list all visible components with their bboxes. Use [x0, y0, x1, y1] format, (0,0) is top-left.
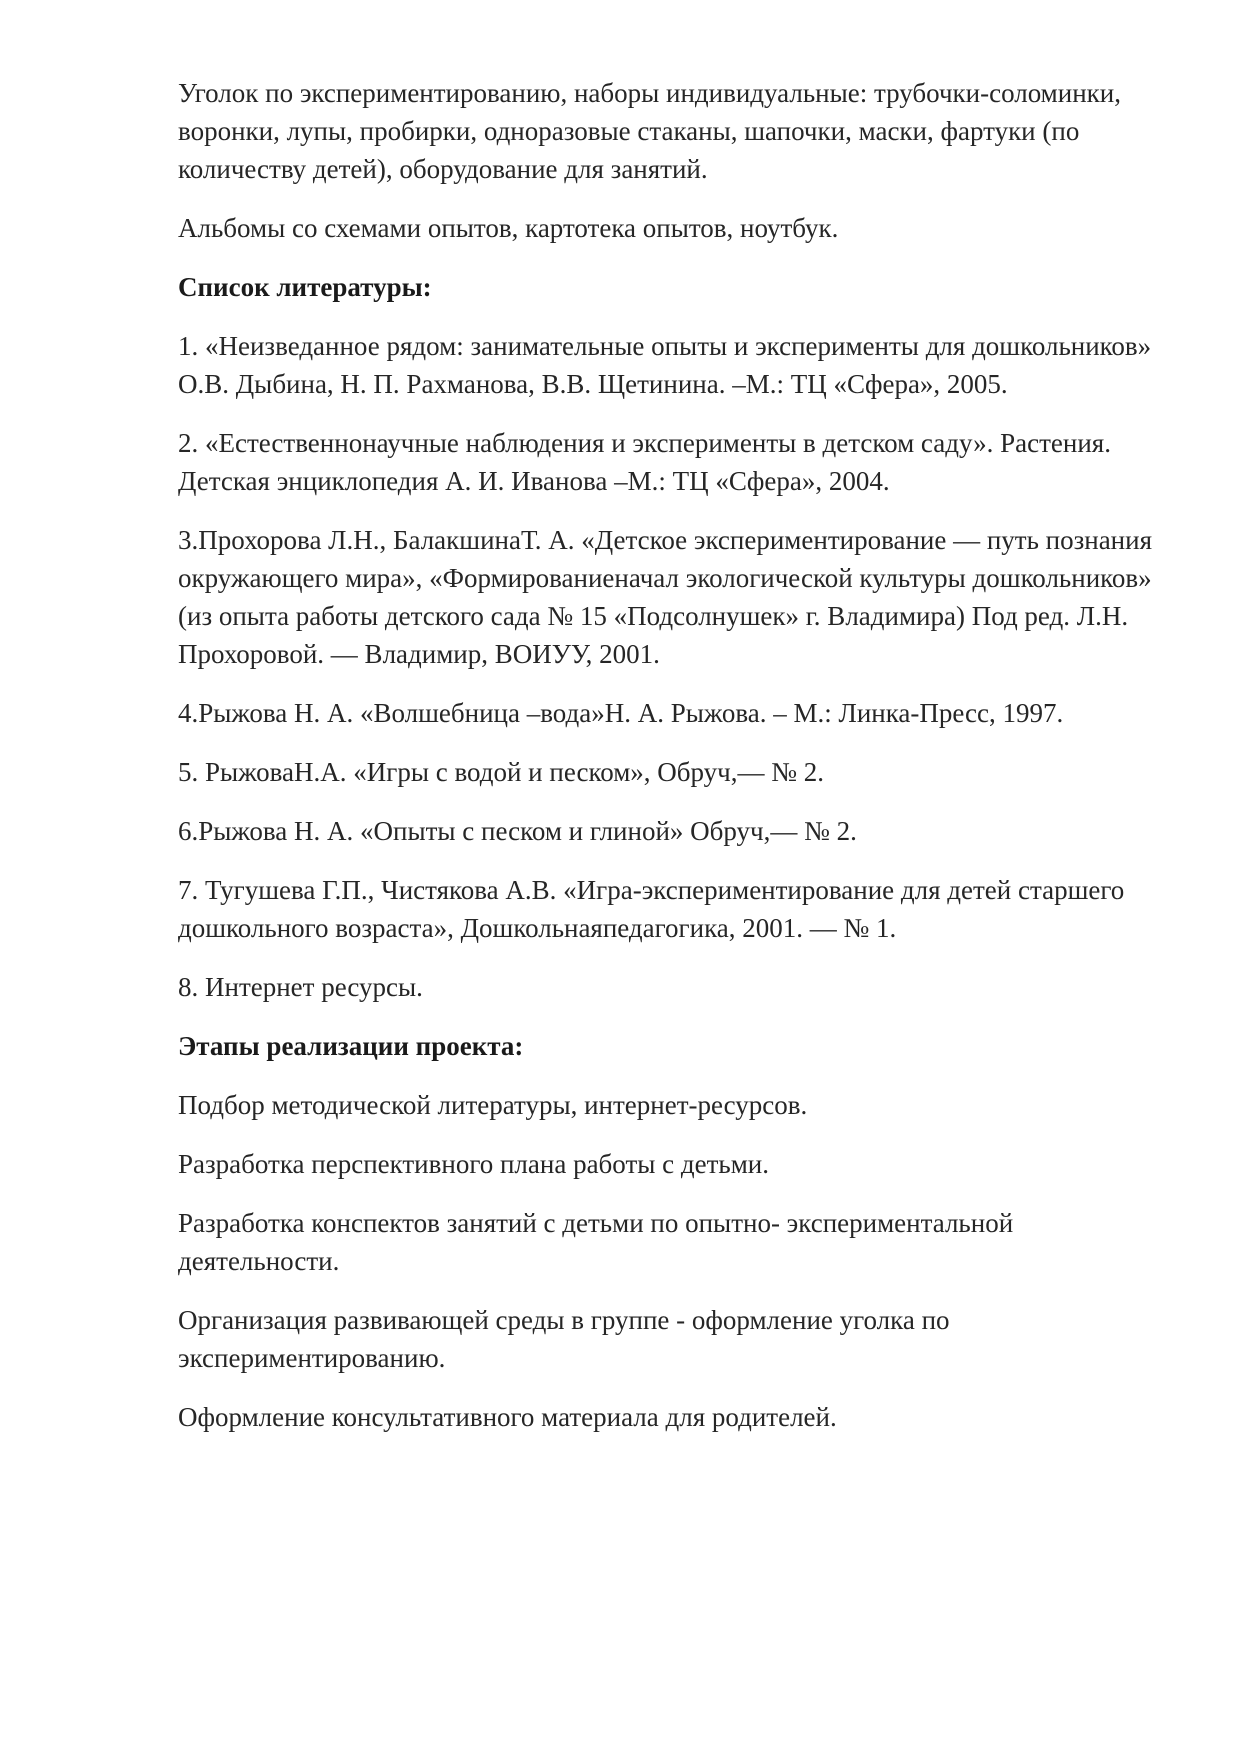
stage-item: Разработка конспектов занятий с детьми по опытно- экспериментальной деятельности. — [178, 1208, 1014, 1276]
literature-item: 6.Рыжова Н. А. «Опыты с песком и глиной» Обруч,— № 2. — [178, 816, 857, 846]
page-content — [178, 74, 1178, 1457]
literature-heading: Список литературы: — [178, 272, 432, 302]
literature-item: 4.Рыжова Н. А. «Волшебница –вода»Н. А. Рыжова. – М.: Линка-Пресс, 1997. — [178, 698, 1064, 728]
stage-item: Оформление консультативного материала для родителей. — [178, 1402, 837, 1432]
literature-item: 2. «Естественнонаучные наблюдения и эксперименты в детском саду». Растения. Детская энциклопедия А. И. Иванова –М.: ТЦ «Сфера», 2004. — [178, 428, 1111, 496]
stage-item: Подбор методической литературы, интернет-ресурсов. — [178, 1090, 808, 1120]
literature-item: 8. Интернет ресурсы. — [178, 972, 423, 1002]
literature-item: 3.Прохорова Л.Н., БалакшинаТ. А. «Детское экспериментирование — путь познания окружающего мира», «Формированиеначал экологической культуры дошкольников» (из опыта работы детского сада № 15 «Подсолнушек» г. Владимира) Под ред. Л.Н. Прохоровой. — Владимир, ВОИУУ, 2001. — [178, 525, 1153, 669]
stage-item: Организация развивающей среды в группе - оформление уголка по экспериментированию. — [178, 1305, 950, 1373]
stage-item: Разработка перспективного плана работы с детьми. — [178, 1149, 769, 1179]
literature-item: 5. РыжоваН.А. «Игры с водой и песком», Обруч,— № 2. — [178, 757, 825, 787]
literature-item: 1. «Неизведанное рядом: занимательные опыты и эксперименты для дошкольников» О.В. Дыбина, Н. П. Рахманова, В.В. Щетинина. –М.: ТЦ «Сфера», 2005. — [178, 331, 1152, 399]
stages-heading: Этапы реализации проекта: — [178, 1031, 524, 1061]
albums-paragraph: Альбомы со схемами опытов, картотека опытов, ноутбук. — [178, 213, 839, 243]
literature-item: 7. Тугушева Г.П., Чистякова А.В. «Игра-экспериментирование для детей старшего дошкольного возраста», Дошкольнаяпедагогика, 2001. — № 1. — [178, 875, 1125, 943]
equipment-paragraph: Уголок по экспериментированию, наборы индивидуальные: трубочки-соломинки, воронки, лупы, пробирки, одноразовые стаканы, шапочки, маски, фартуки (по количеству детей), оборудование для занятий. — [178, 78, 1121, 184]
